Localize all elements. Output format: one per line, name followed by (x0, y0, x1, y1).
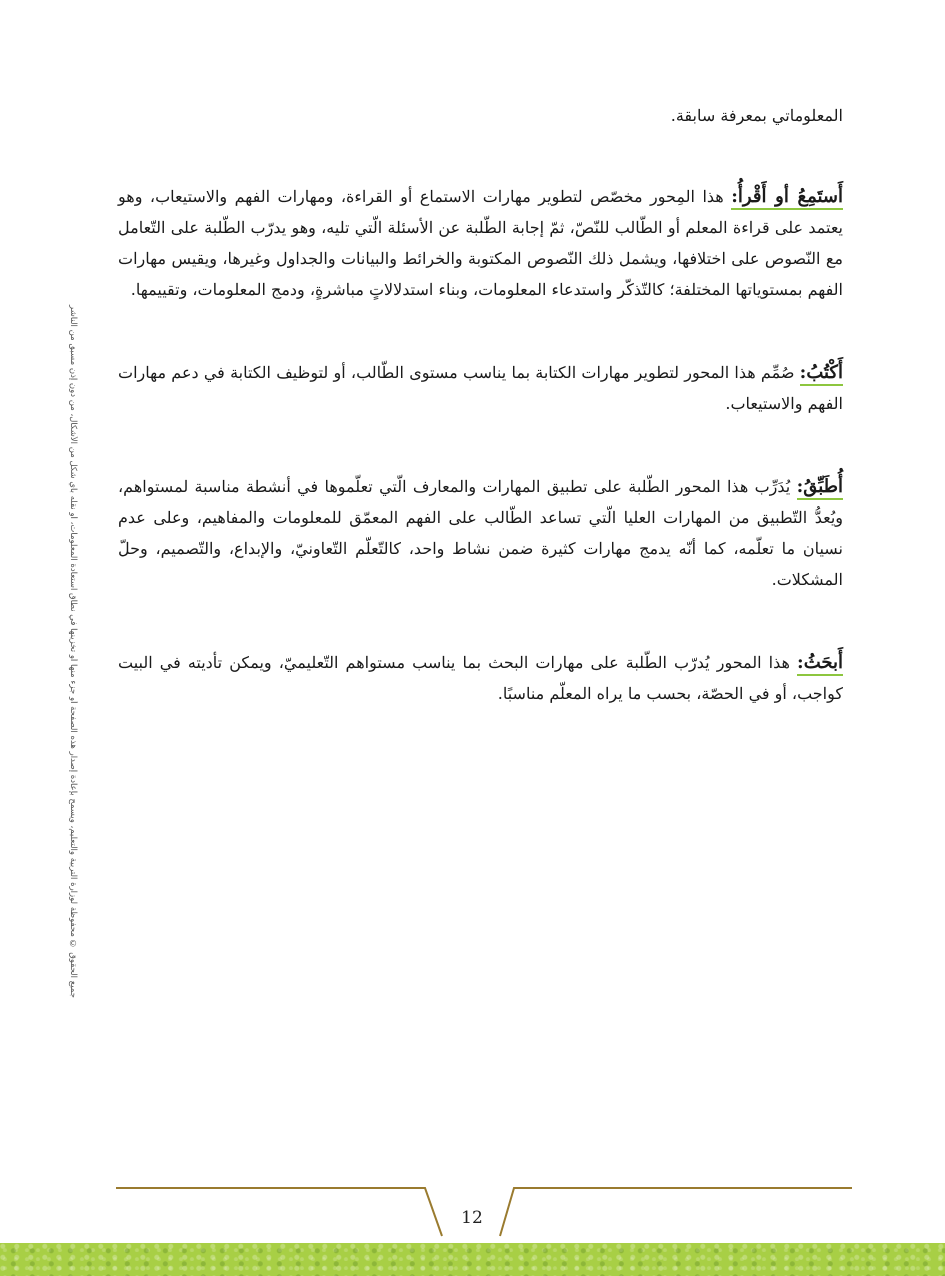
section-heading-apply: أُطَبِّقُ: (797, 476, 843, 500)
decorative-green-band (0, 1243, 945, 1276)
page-number: 12 (461, 1208, 483, 1228)
intro-paragraph: المعلوماتي بمعرفة سابقة. (670, 106, 843, 125)
section-text-research: هذا المحور يُدرّب الطّلبة على مهارات البحث بما يناسب مستواهم التّعليميّ، ويمكن تأديته في البيت كواجب، أو في الحصّة، بحسب ما يراه المعلّم مناسبًا. (118, 653, 843, 703)
section-heading-research: أَبحَثُ: (797, 652, 843, 676)
section-text-apply: يُدَرِّب هذا المحور الطّلبة على تطبيق المهارات والمعارف الّتي تعلّموها في أنشطة مناسبة لمستواهم، ويُعدُّ التّطبيق من المهارات العليا الّتي تساعد الطّالب على الفهم المعمّق للمعلومات والمفاهيم، وعلى عدم نسيان ما تعلّمه، كما أنّه يدمج مهارات كثيرة ضمن نشاط واحد، كالتّعلّم التّعاونيّ، والإبداع، والتّصميم، وحلّ المشكلات. (118, 477, 843, 589)
section-apply (118, 471, 843, 595)
section-heading-write: أَكْتُبُ: (800, 362, 843, 386)
footer-frame-left-line (116, 1188, 442, 1236)
section-heading-listen-read: أَستَمِعُ أو أَقْرأُ: (731, 186, 843, 210)
page-body (118, 100, 843, 761)
section-text-write: صُمِّم هذا المحور لتطوير مهارات الكتابة بما يناسب مستوى الطّالب، أو لتوظيف الكتابة في دعم مهارات الفهم والاستيعاب. (118, 363, 843, 413)
section-write (118, 357, 843, 419)
section-listen-read (118, 181, 843, 305)
copyright-notice: جميع الحقوق © محفوظة لوزارة التربية والتعليم، ويسمح بإعادة إصدار هذه الصفحة أو جزء منها أو تخزينها في نطاق استعادة المعلومات، أو نقله بأي شكل من الأشكال، من دون إذن مسبق من الناشر (68, 305, 78, 998)
section-text-listen-read: هذا المِحور مخصّص لتطوير مهارات الاستماع أو القراءة، ومهارات الفهم والاستيعاب، وهو يعتمد على قراءة المعلم أو الطّالب للنّصّ، ثمّ إجابة الطّلبة عن الأسئلة الّتي تليه، وهو يدرّب الطّلبة على التّعامل مع النّصوص على اختلافها، ويشمل ذلك النّصوص المكتوبة والخرائط والبيانات والجداول وغيرها، ويقيس مهارات الفهم بمستوياتها المختلفة؛ كالتّذكّر واستدعاء المعلومات، وبناء استدلالاتٍ مباشرةٍ، ودمج المعلومات، وتقييمها. (118, 187, 843, 299)
footer-frame-right-line (500, 1188, 852, 1236)
section-research (118, 647, 843, 709)
